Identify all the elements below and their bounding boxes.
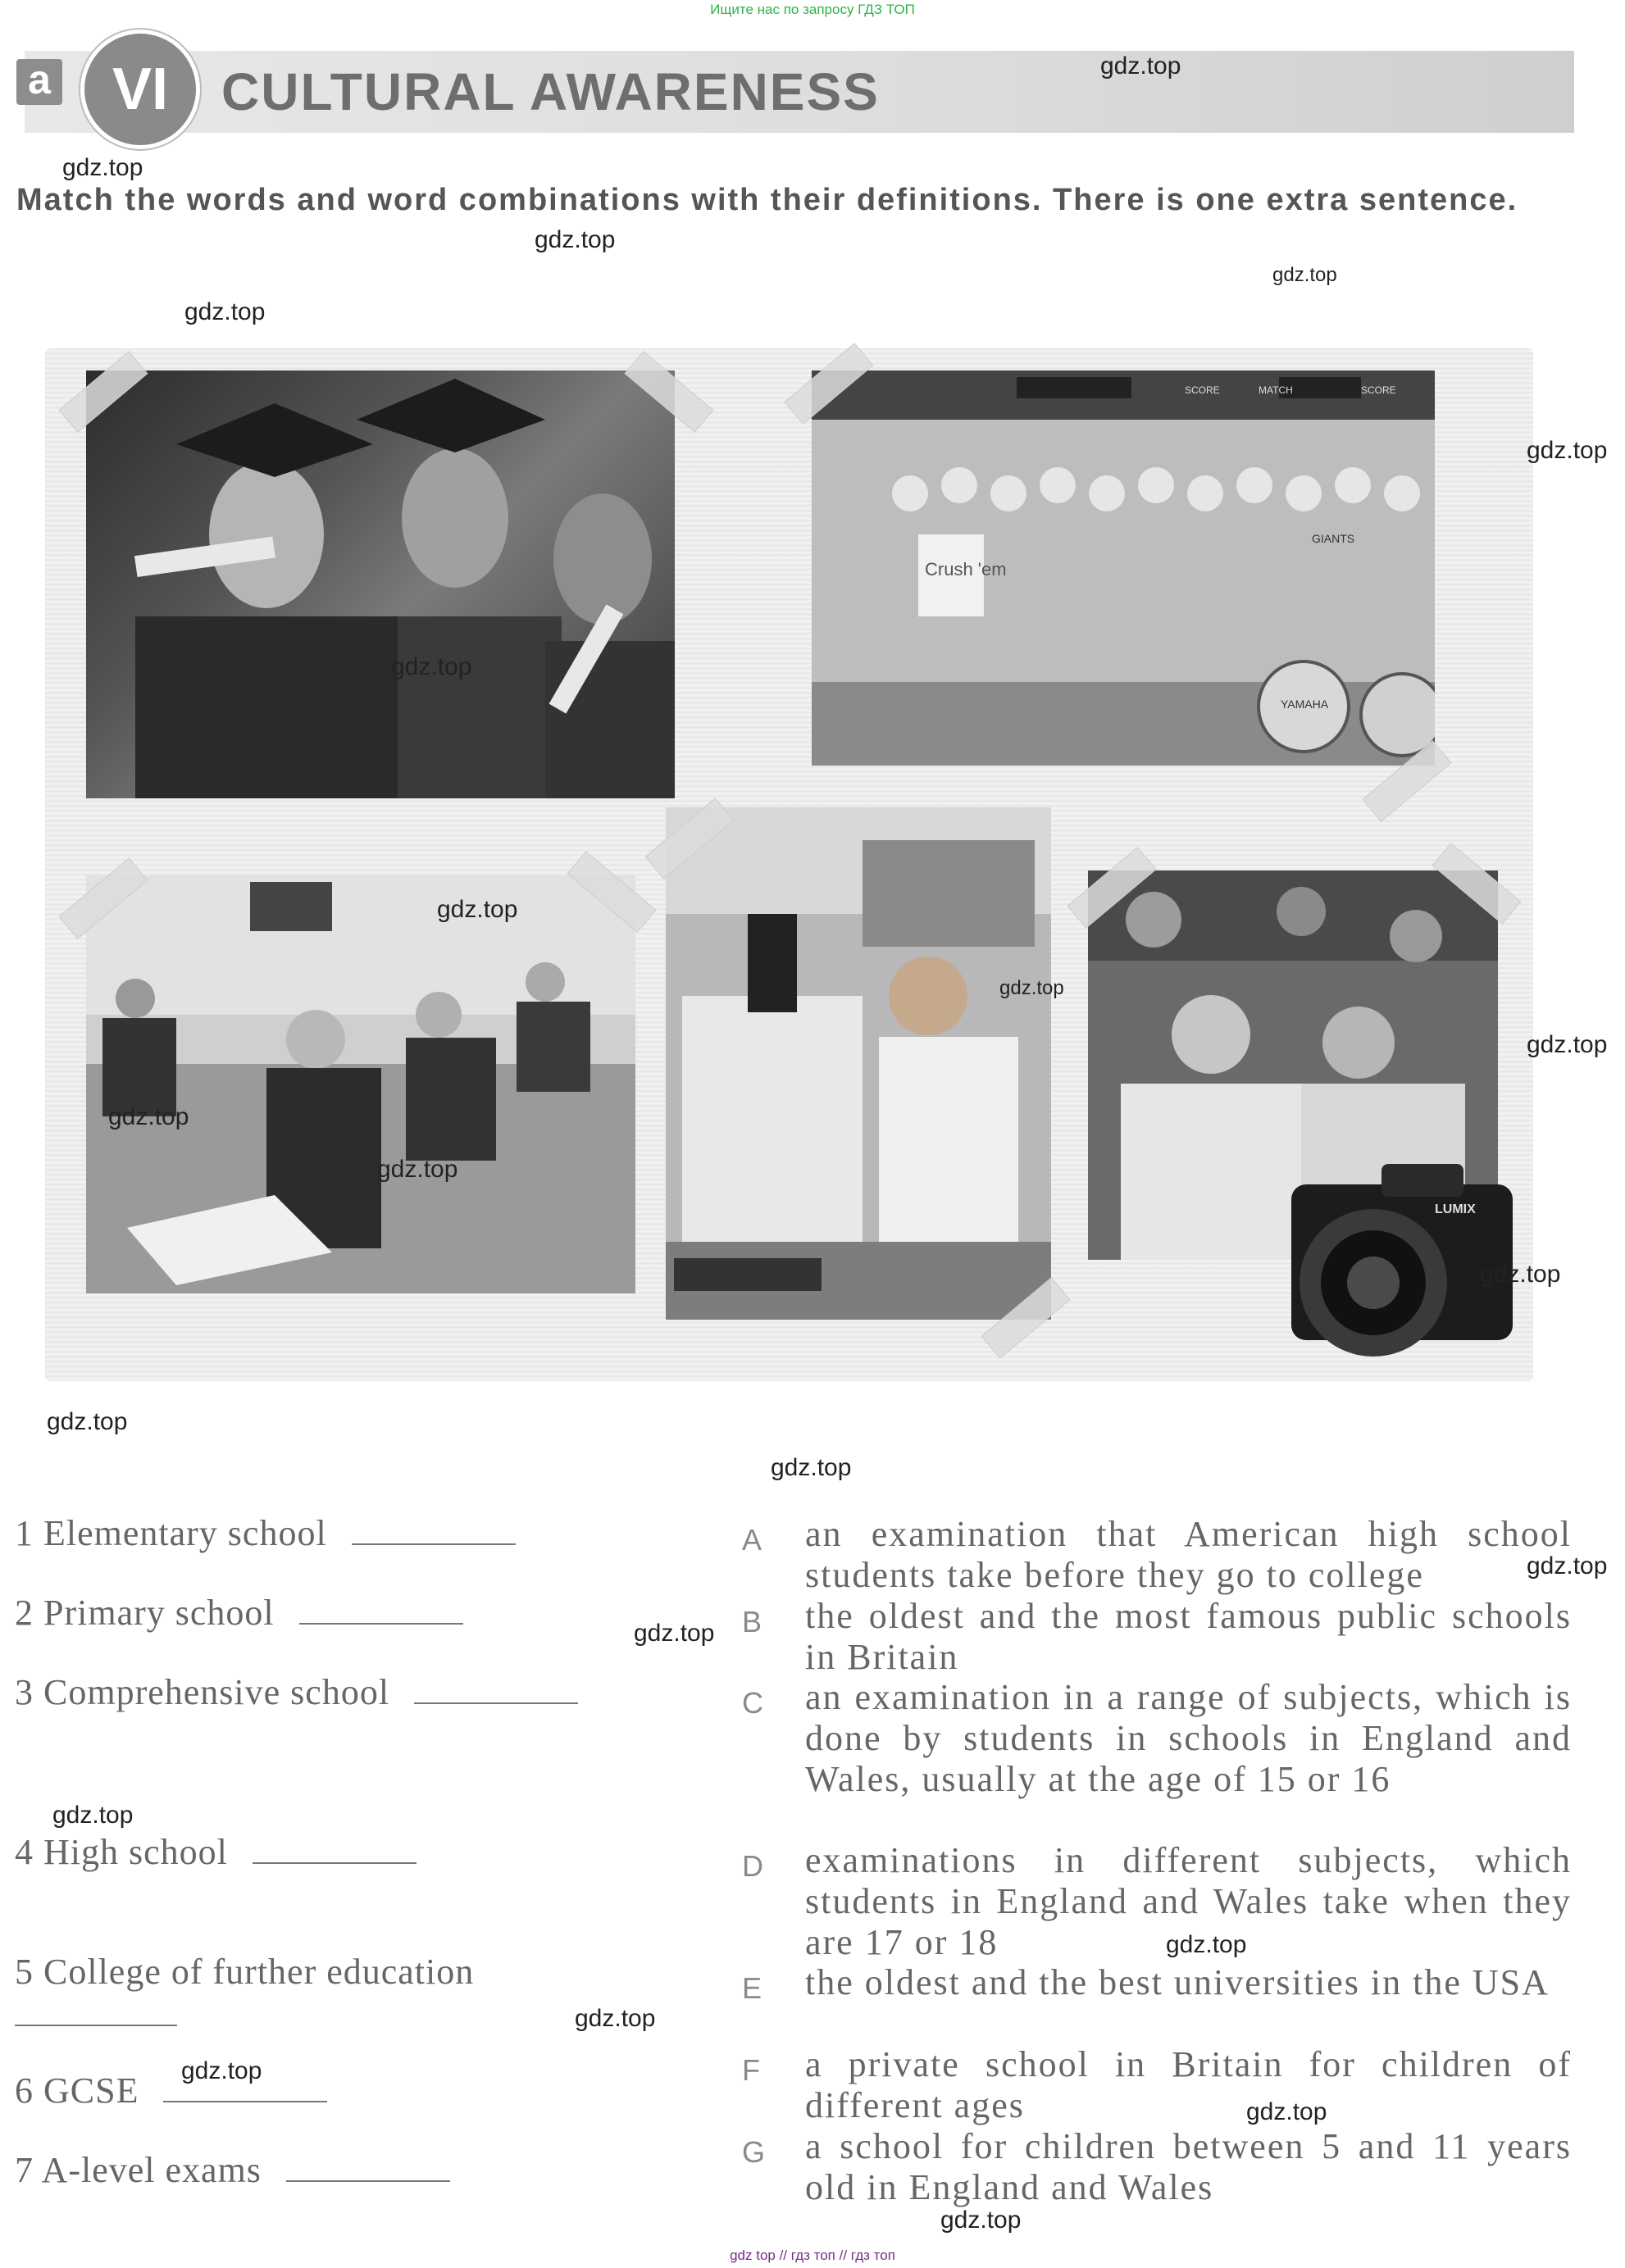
footer-links[interactable]: gdz top // гдз топ // гдз топ (730, 2248, 895, 2263)
term-label: GCSE (43, 2070, 139, 2111)
definition-text: an examination that American high school students take before they go to college (805, 1514, 1572, 1595)
camera-illustration (1259, 1152, 1529, 1365)
watermark: gdz.top (437, 896, 518, 923)
watermark: gdz.top (575, 2005, 656, 2032)
definition-letter: G (742, 2135, 766, 2169)
answer-blank[interactable] (286, 2152, 450, 2182)
answer-blank[interactable] (253, 1834, 416, 1864)
watermark: gdz.top (47, 1408, 128, 1435)
term-number: 4 (15, 1832, 34, 1872)
watermark: gdz.top (1527, 1031, 1608, 1058)
definition-text: a school for children between 5 and 11 years old in England and Wales (805, 2126, 1572, 2207)
answer-blank[interactable] (15, 2025, 177, 2026)
definition-letter: F (742, 2053, 760, 2087)
answer-blank[interactable] (352, 1516, 516, 1545)
definition-text: an examination in a range of subjects, which is done by students in schools in England and Wales, usually at the age of 15 or 16 (805, 1677, 1572, 1799)
section-title: CULTURAL AWARENESS (221, 62, 880, 121)
watermark: gdz.top (108, 1103, 189, 1130)
watermark: gdz.top (1166, 1931, 1247, 1958)
definition-text: a private school in Britain for children of different ages (805, 2044, 1572, 2125)
term-number: 7 (15, 2150, 34, 2190)
watermark: gdz.top (52, 1802, 134, 1829)
watermark: gdz.top (1527, 437, 1608, 464)
watermark: gdz.top (1480, 1261, 1561, 1288)
term-item (15, 1831, 416, 1873)
definition-letter: D (742, 1849, 763, 1883)
part-a-icon: a (16, 59, 62, 105)
jersey-text: GIANTS (1312, 532, 1355, 545)
term-item (15, 1671, 578, 1713)
score-right-text: SCORE (1361, 384, 1396, 396)
drum-brand-text: YAMAHA (1281, 698, 1329, 711)
term-number: 3 (15, 1672, 34, 1712)
definition-text: examinations in different subjects, which students in England and Wales take when they are 17 or 18 (805, 1840, 1572, 1962)
definition-letter: E (742, 1971, 762, 2005)
photo-lab-microscope (666, 807, 1051, 1320)
sports-crowd-illustration (812, 370, 1435, 766)
term-item (15, 1592, 463, 1634)
term-label: A-level exams (41, 2150, 262, 2190)
crowd-sign-text: Crush 'em (925, 559, 1007, 579)
watermark: gdz.top (999, 977, 1064, 999)
watermark: gdz.top (1100, 52, 1181, 80)
watermark: gdz.top (1246, 2098, 1327, 2125)
top-banner[interactable]: Ищите нас по запросу ГДЗ ТОП (710, 2, 915, 17)
term-label: High school (43, 1832, 228, 1872)
watermark: gdz.top (1527, 1552, 1608, 1579)
definition-letter: B (742, 1605, 762, 1639)
definition-text: the oldest and the best universities in the USA (805, 1962, 1550, 2002)
term-item (15, 2149, 450, 2191)
term-label: College of further education (43, 1952, 475, 1992)
term-item (15, 2070, 327, 2111)
watermark: gdz.top (184, 298, 266, 325)
term-number: 1 (15, 1513, 34, 1553)
watermark: gdz.top (391, 653, 472, 680)
definition-letter: A (742, 1523, 762, 1557)
term-label: Primary school (43, 1593, 275, 1633)
answer-blank[interactable] (163, 2073, 327, 2102)
term-item (15, 1951, 474, 1993)
term-label: Elementary school (43, 1513, 327, 1553)
term-label: Comprehensive school (43, 1672, 390, 1712)
watermark: gdz.top (377, 1156, 458, 1183)
answer-blank[interactable] (299, 1595, 463, 1625)
term-number: 6 (15, 2070, 34, 2111)
photo-sports-crowd (812, 370, 1435, 766)
exam-room-illustration (86, 875, 635, 1293)
section-number-badge: VI (80, 30, 200, 149)
term-number: 2 (15, 1593, 34, 1633)
watermark: gdz.top (62, 154, 143, 181)
answer-blank[interactable] (414, 1675, 578, 1704)
graduates-illustration (86, 370, 675, 798)
watermark: gdz.top (940, 2207, 1022, 2234)
definition-text: the oldest and the most famous public schools in Britain (805, 1596, 1572, 1677)
watermark: gdz.top (1272, 264, 1337, 286)
term-item (15, 1512, 516, 1554)
watermark: gdz.top (535, 226, 616, 253)
lab-microscope-illustration (666, 807, 1051, 1320)
camera-brand-text: LUMIX (1435, 1202, 1476, 1216)
term-number: 5 (15, 1952, 34, 1992)
score-left-text: SCORE (1185, 384, 1220, 396)
match-text: MATCH (1259, 384, 1293, 396)
exercise-instructions: Match the words and word combinations with their definitions. There is one extra sentence. (16, 183, 1518, 217)
photo-exam-room (86, 875, 635, 1293)
watermark: gdz.top (634, 1620, 715, 1647)
watermark: gdz.top (771, 1454, 852, 1481)
camera-image (1259, 1152, 1529, 1365)
definition-letter: C (742, 1686, 763, 1720)
watermark: gdz.top (181, 2057, 262, 2084)
photo-graduates (86, 370, 675, 798)
